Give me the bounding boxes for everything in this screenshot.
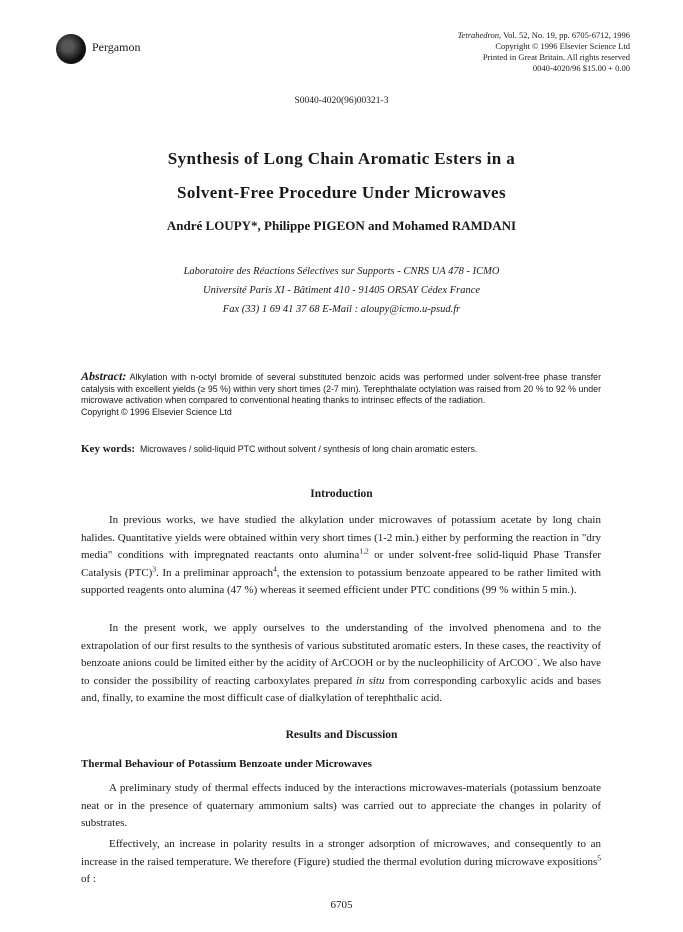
introduction-heading: Introduction: [310, 488, 373, 500]
pergamon-logo-icon: [56, 34, 86, 64]
affiliation-line-1: Laboratoire des Réactions Sélectives sur Supports - CNRS UA 478 - ICMO: [183, 266, 500, 277]
affiliation-line-3: Fax (33) 1 69 41 37 68 E-Mail : aloupy@icmo.u-psud.fr: [222, 304, 461, 315]
title-line-2: Solvent-Free Procedure Under Microwaves: [177, 183, 506, 202]
results-paragraph-2: Effectively, an increase in polarity results in a stronger adsorption of microwaves, and consequently to an increase in the raised temperature. We therefore (Figure) studied the thermal evolution during microwave expositions$^5$ of :: [81, 838, 601, 886]
citation-block: [458, 30, 630, 74]
keywords-label: Key words:: [81, 443, 136, 455]
results-subheading: Thermal Behaviour of Potassium Benzoate under Microwaves: [81, 758, 372, 770]
authors: André LOUPY*, Philippe PIGEON and Mohamed RAMDANI: [166, 218, 517, 233]
introduction-paragraph-2: In the present work, we apply ourselves to the understanding of the involved phenomena and to the extrapolation of our first results to the synthesis of various substituted aromatic esters. In these cases, the reactivity of benzoate anions could be limited either by the acidity of ArCOOH or by the nucleophilicity of ArCOO−. We also have to consider the possibility of reacting carboxylates prepared in situ from corresponding carboxylic acids and bases and, finally, to examine the most difficult case of dialkylation of terephthalic acid.: [81, 622, 602, 705]
title-line-1: Synthesis of Long Chain Aromatic Esters in a: [167, 149, 516, 168]
citation-line: Printed in Great Britain. All rights reserved: [482, 52, 630, 62]
abstract-copyright: Copyright © 1996 Elsevier Science Ltd: [81, 406, 232, 417]
publisher-name: Pergamon: [92, 40, 141, 54]
introduction-paragraph-1: In previous works, we have studied the alkylation under microwaves of potassium acetate by long chain halides. Quantitative yields were obtained within very short times (1-2 min.) either by performing the reaction in "dry media" conditions with impregnated reactants onto alumina$^{1,2}$ or under solvent-free solid-liquid Phase Transfer Catalysis (PTC)$^3$. In a preliminar approach$^4$, the extension to potassium benzoate appeared to be rather limited with supported reagents onto alumina (47 %) whereas it seemed efficient under PTC conditions (99 % within 5 min.).: [81, 514, 602, 597]
keywords-text: Microwaves / solid-liquid PTC without solvent / synthesis of long chain aromatic esters.: [139, 444, 478, 454]
paper-title: [0, 142, 683, 210]
journal-name: Tetrahedron,: [457, 30, 502, 40]
results-heading: Results and Discussion: [285, 729, 398, 741]
citation-line: Copyright © 1996 Elsevier Science Ltd: [495, 41, 630, 51]
abstract-text: Alkylation with n-octyl bromide of several substituted benzoic acids was performed under solvent-free phase transfer catalysis with excellent yields (≥ 95 %) within very short times (2-7 min). Terephthalate octylation was raised from 20 % to 92 % under microwave activation when compared to conventional heating thanks to intrinsec effects of the radiation.: [81, 372, 601, 405]
keywords: [81, 443, 601, 455]
citation-line: 0040-4020/96 $15.00 + 0.00: [532, 63, 630, 73]
citation-line: Tetrahedron, Vol. 52, No. 19, pp. 6705-6712, 1996: [457, 30, 630, 40]
abstract: [81, 371, 601, 418]
affiliation: [0, 262, 683, 319]
abstract-label: Abstract:: [81, 369, 127, 383]
page-number: 6705: [330, 899, 353, 911]
doi: S0040-4020(96)00321-3: [294, 96, 389, 106]
results-paragraph-1: A preliminary study of thermal effects induced by the interactions microwaves-materials (potassium benzoate neat or in the presence of quaternary ammonium salts) was carried out to appreciate the changes in polarity of substrates.: [81, 782, 601, 830]
affiliation-line-2: Université Paris XI - Bâtiment 410 - 91405 ORSAY Cédex France: [202, 285, 481, 296]
